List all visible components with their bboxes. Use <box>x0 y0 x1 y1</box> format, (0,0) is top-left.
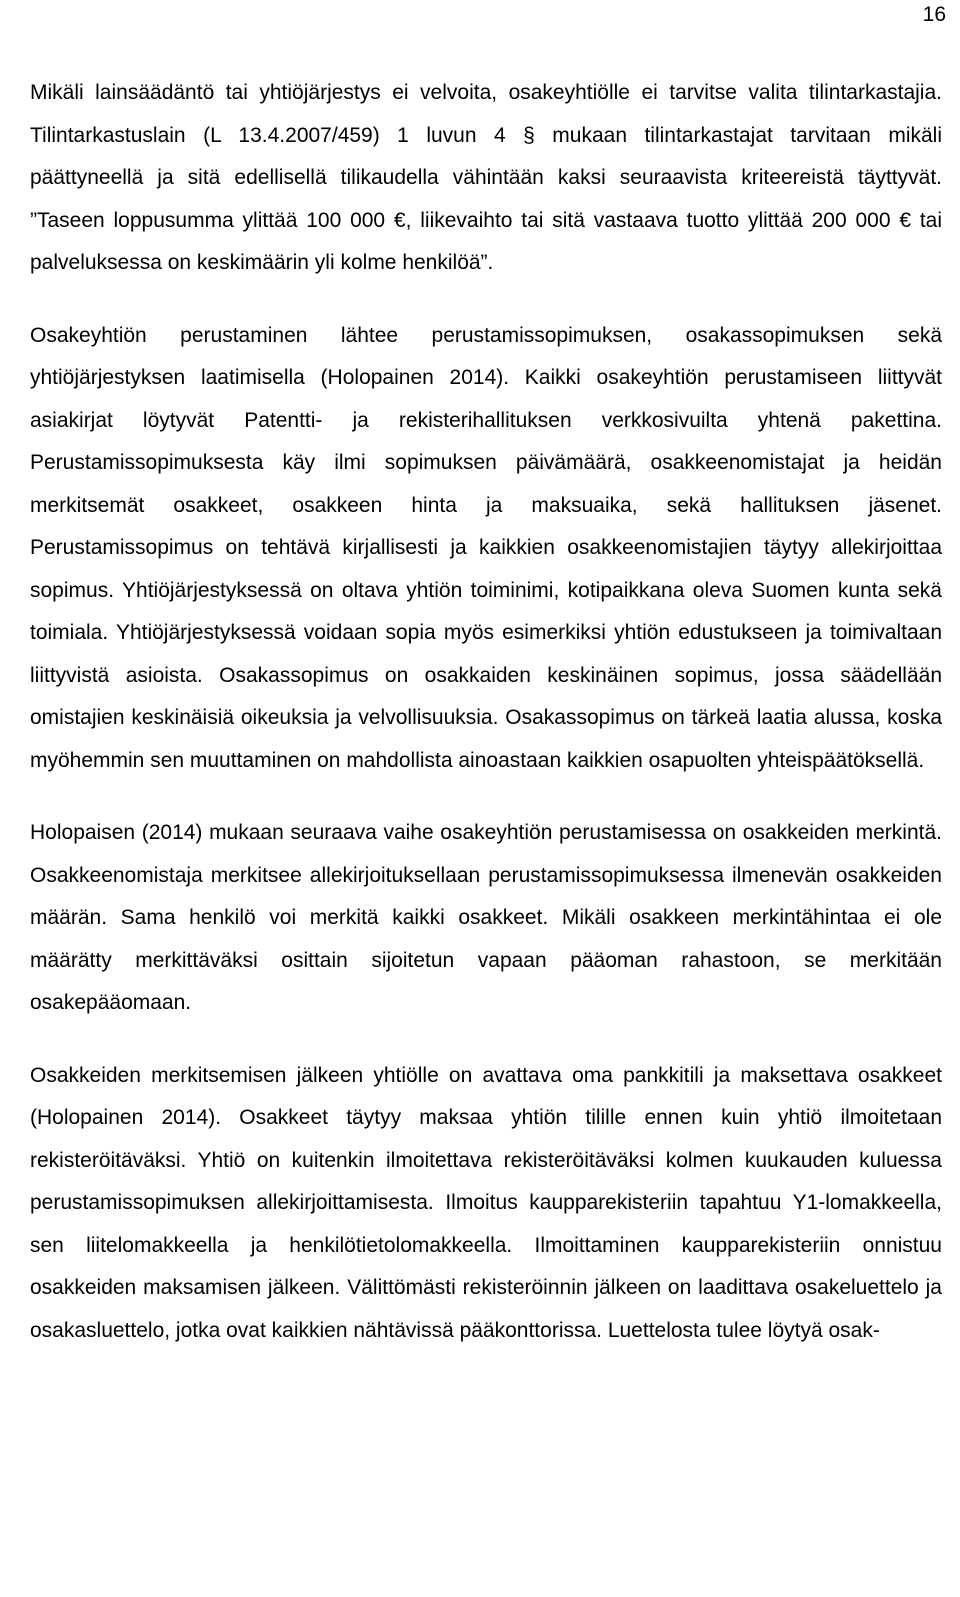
page-number: 16 <box>922 3 946 26</box>
document-body <box>30 72 942 1352</box>
paragraph-auditor-requirements: Mikäli lainsäädäntö tai yhtiöjärjestys ei velvoita, osakeyhtiölle ei tarvitse valita tilintarkastajia. Tilintarkastuslain (L 13.4.2007/459) 1 luvun 4 § mukaan tilintarkastajat tarvitaan mikäli päättyneellä ja sitä edellisellä tilikaudella vähintään kaksi seuraavista kriteereistä täyttyvät. ”Taseen loppusumma ylittää 100 000 €, liikevaihto tai sitä vastaava tuotto ylittää 200 000 € tai palveluksessa on keskimäärin yli kolme henkilöä”. <box>30 81 942 274</box>
paragraph-founding-documents: Osakeyhtiön perustaminen lähtee perustamissopimuksen, osakassopimuksen sekä yhtiöjärjestyksen laatimisella (Holopainen 2014). Kaikki osakeyhtiön perustamiseen liittyvät asiakirjat löytyvät Patentti- ja rekisterihallituksen verkkosivuilta yhtenä pakettina. Perustamissopimuksesta käy ilmi sopimuksen päivämäärä, osakkeenomistajat ja heidän merkitsemät osakkeet, osakkeen hinta ja maksuaika, sekä hallituksen jäsenet. Perustamissopimus on tehtävä kirjallisesti ja kaikkien osakkeenomistajien täytyy allekirjoittaa sopimus. Yhtiöjärjestyksessä on oltava yhtiön toiminimi, kotipaikkana oleva Suomen kunta sekä toimiala. Yhtiöjärjestyksessä voidaan sopia myös esimerkiksi yhtiön edustukseen ja toimivaltaan liittyvistä asioista. Osakassopimus on osakkaiden keskinäinen sopimus, jossa säädellään omistajien keskinäisiä oikeuksia ja velvollisuuksia. Osakassopimus on tärkeä laatia alussa, koska myöhemmin sen muuttaminen on mahdollista ainoastaan kaikkien osapuolten yhteispäätöksellä. <box>30 323 942 772</box>
paragraph-registration: Osakkeiden merkitsemisen jälkeen yhtiölle on avattava oma pankkitili ja maksettava osakkeet (Holopainen 2014). Osakkeet täytyy maksaa yhtiön tilille ennen kuin yhtiö ilmoitetaan rekisteröitäväksi. Yhtiö on kuitenkin ilmoitettava rekisteröitäväksi kolmen kuukauden kuluessa perustamissopimuksen allekirjoittamisesta. Ilmoitus kaupparekisteriin tapahtuu Y1-lomakkeella, sen liitelomakkeella ja henkilötietolomakkeella. Ilmoittaminen kaupparekisteriin onnistuu osakkeiden maksamisen jälkeen. Välittömästi rekisteröinnin jälkeen on laadittava osakeluettelo ja osakasluettelo, jotka ovat kaikkien nähtävissä pääkonttorissa. Luettelosta tulee löytyä osak- <box>30 1063 942 1342</box>
paragraph-share-subscription: Holopaisen (2014) mukaan seuraava vaihe osakeyhtiön perustamisessa on osakkeiden merkintä. Osakkeenomistaja merkitsee allekirjoituksellaan perustamissopimuksessa ilmenevän osakkeiden määrän. Sama henkilö voi merkitä kaikki osakkeet. Mikäli osakkeen merkintähintaa ei ole määrätty merkittäväksi osittain sijoitetun vapaan pääoman rahastoon, se merkitään osakepääomaan. <box>30 821 942 1014</box>
